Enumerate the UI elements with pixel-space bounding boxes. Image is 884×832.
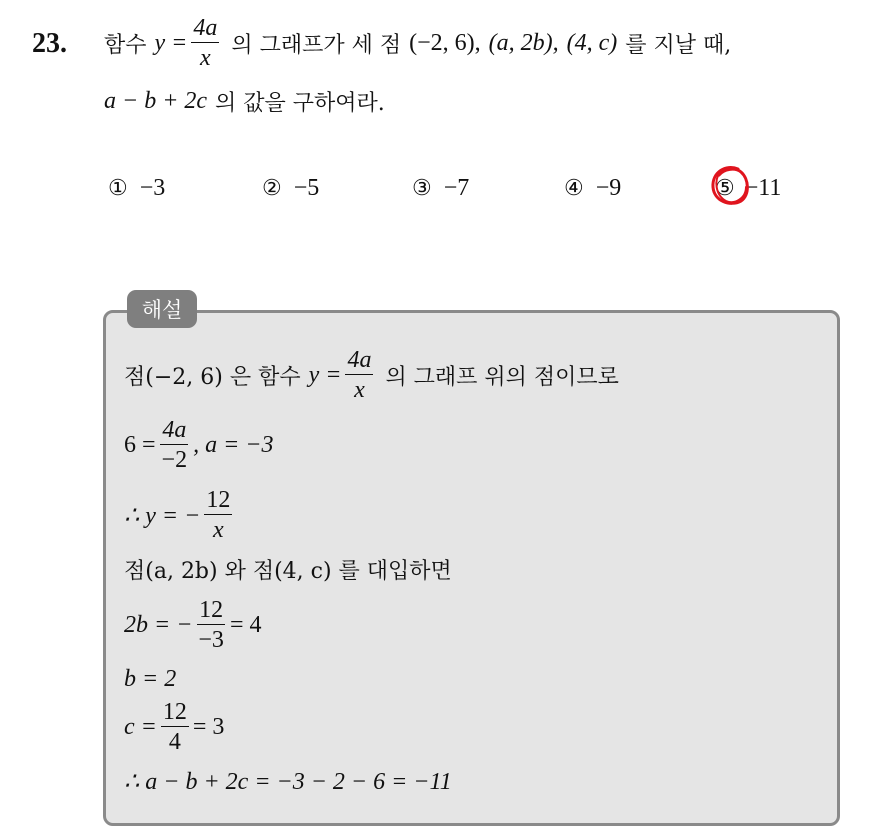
fraction-denominator: −3 xyxy=(198,627,224,653)
solution-line-4 xyxy=(124,552,452,586)
solution-text: 점(a, 2b) 와 점(4, c) 를 대입하면 xyxy=(124,558,452,584)
problem-number: 23. xyxy=(32,28,67,59)
problem-suffix: 를 지날 때, xyxy=(625,32,732,58)
solution-math: y = xyxy=(308,361,342,388)
choice-value: −9 xyxy=(595,174,622,201)
function-fraction xyxy=(191,16,219,70)
choice-value: −7 xyxy=(443,174,470,201)
solution-conclusion: ∴ a − b + 2c = −3 − 2 − 6 = −11 xyxy=(124,768,452,795)
choice-marker: ③ xyxy=(412,175,432,201)
solution-math: c = xyxy=(124,713,157,740)
fraction-numerator: 12 xyxy=(162,699,187,725)
solution-line-5 xyxy=(124,596,261,654)
solution-math: 6 = xyxy=(124,431,156,458)
point-2: (a, 2b), xyxy=(488,29,559,56)
choice-marker: ④ xyxy=(564,175,584,201)
solution-fraction xyxy=(196,598,226,652)
problem-line-1 xyxy=(104,14,731,72)
fraction-denominator: −2 xyxy=(161,447,188,473)
fraction-numerator: 4a xyxy=(162,417,187,443)
solution-math: 2b = − xyxy=(124,611,193,638)
choice-value: −5 xyxy=(293,174,320,201)
solution-math: , a = −3 xyxy=(193,431,274,458)
solution-line-2 xyxy=(124,416,273,474)
problem-question: 의 값을 구하여라. xyxy=(215,90,385,116)
problem-prefix: 함수 xyxy=(104,32,147,58)
choice-3[interactable] xyxy=(412,170,469,206)
choice-4[interactable] xyxy=(564,170,621,206)
answer-circle-mark-icon xyxy=(708,163,752,209)
solution-line-7 xyxy=(124,698,224,756)
solution-text: 점(−2, 6) 은 함수 xyxy=(124,364,301,390)
solution-line-8 xyxy=(124,764,452,798)
solution-line-3 xyxy=(124,486,236,544)
fraction-denominator: x xyxy=(200,45,211,71)
choice-value: −3 xyxy=(139,174,166,201)
solution-math: b = 2 xyxy=(124,665,177,692)
fraction-numerator: 4a xyxy=(347,347,372,373)
solution-fraction xyxy=(345,348,373,402)
solution-line-6 xyxy=(124,662,176,696)
solution-fraction xyxy=(204,488,232,542)
choice-marker: ② xyxy=(262,175,282,201)
fraction-numerator: 4a xyxy=(193,15,218,41)
fraction-numerator: 12 xyxy=(206,487,231,513)
solution-fraction xyxy=(160,418,190,472)
fraction-numerator: 12 xyxy=(199,597,224,623)
solution-math: = 3 xyxy=(192,713,225,740)
target-expression: a − b + 2c xyxy=(104,87,208,114)
choice-marker: ⑤ xyxy=(715,175,735,201)
fraction-denominator: x xyxy=(212,517,224,543)
point-3: (4, c) xyxy=(566,29,618,56)
choice-marker: ① xyxy=(108,175,128,201)
solution-math: = 4 xyxy=(229,611,262,638)
fraction-denominator: 4 xyxy=(168,729,181,755)
fraction-denominator: x xyxy=(354,377,365,403)
choice-1[interactable] xyxy=(108,170,165,206)
solution-math: ∴ y = − xyxy=(124,502,201,529)
solution-text: 의 그래프 위의 점이므로 xyxy=(385,364,619,390)
solution-fraction xyxy=(161,700,189,754)
problem-middle: 의 그래프가 세 점 xyxy=(231,32,402,58)
solution-tag: 해설 xyxy=(127,290,197,328)
function-lhs: y = xyxy=(154,29,188,56)
choice-2[interactable] xyxy=(262,170,319,206)
solution-line-1 xyxy=(124,346,619,404)
point-1: (−2, 6), xyxy=(409,29,481,56)
problem-line-2 xyxy=(104,84,385,118)
choice-value: −11 xyxy=(744,174,782,201)
